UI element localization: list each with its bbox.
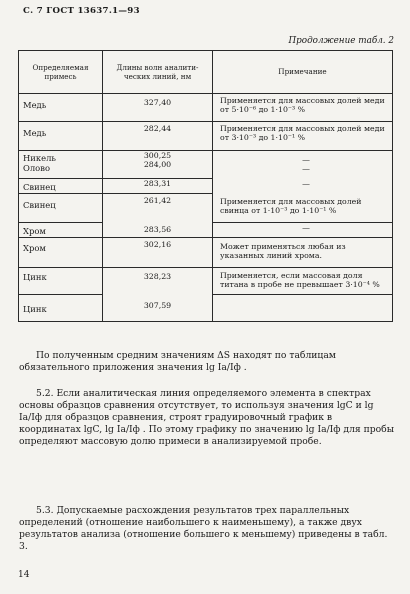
- table-row: Цинк 307,59: [19, 295, 393, 322]
- table-row: Хром 302,16 Может применяться любая из указанных линий хрома.: [19, 238, 393, 268]
- page-header: С. 7 ГОСТ 13637.1—93: [23, 6, 140, 16]
- paragraph-5-2: 5.2. Если аналитическая линия определяемого элемента в спектрах основы образцов сравнения отсутствует, то используя значения lgC и lg Iа/Iф для образцов сравнения, строят градуировочный график в координатах lgC, lg Iа/Iф . По этому графику по значению lg Iа/Iф для пробы определяют массовую долю примеси в анализируемой пробе.: [19, 388, 395, 447]
- table-row: Хром 283,56 —: [19, 223, 393, 238]
- header-wavelength: Длины волн аналити-ческих линий, нм: [103, 51, 213, 94]
- paragraph-intro: По полученным средним значениям ΔS находят по таблицам обязательного приложения значения lg Iа/Iф .: [19, 350, 336, 373]
- header-impurity: Определяемая примесь: [19, 51, 103, 94]
- table-continuation-label: Продолжение табл. 2: [288, 36, 394, 46]
- table-row: Медь 282,44 Применяется для массовых долей меди от 3·10⁻³ до 1·10⁻¹ %: [19, 122, 393, 151]
- paragraph-5-3: 5.3. Допускаемые расхождения результатов трех параллельных определений (отношение наибольшего к наименьшему), а также двух результатов анализа (отношение большего к меньшему) приведены в табл. 3.: [19, 505, 388, 552]
- table-row: Никель Олово 300,25 284,00 — —: [19, 151, 393, 179]
- table-row: Свинец 261,42 Применяется для массовых долей свинца от 1·10⁻³ до 1·10⁻¹ %: [19, 194, 393, 223]
- page-number: 14: [18, 570, 30, 580]
- table-row: Свинец 283,31 —: [19, 179, 393, 194]
- table-row: Медь 327,40 Применяется для массовых долей меди от 5·10⁻⁶ до 1·10⁻³ %: [19, 94, 393, 122]
- header-note: Примечание: [213, 51, 393, 94]
- table-row: Цинк 328,23 Применяется, если массовая доля титана в пробе не превышает 3·10⁻⁴ %: [19, 268, 393, 295]
- spectral-lines-table: [18, 50, 393, 322]
